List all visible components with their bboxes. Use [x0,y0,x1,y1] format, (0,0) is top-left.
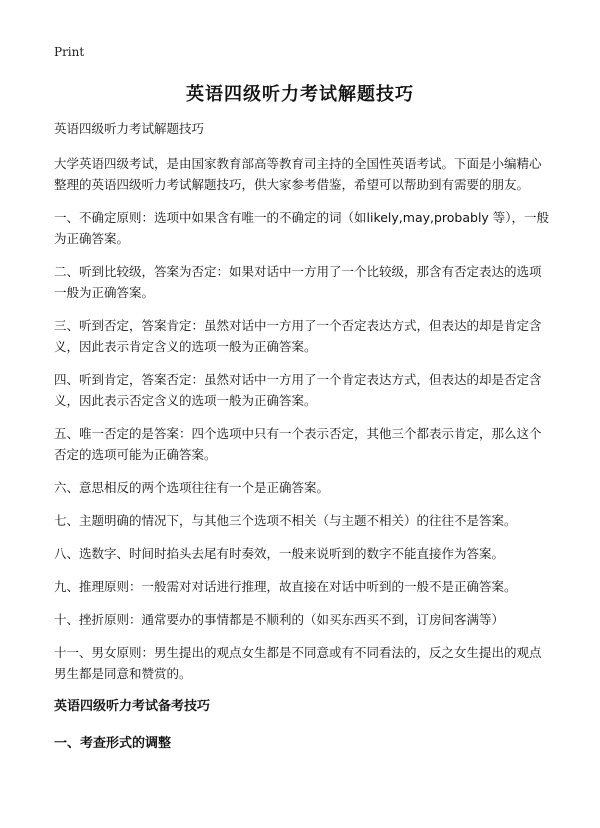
intro-paragraph: 大学英语四级考试，是由国家教育部高等教育司主持的全国性英语考试。下面是小编精心整理的英语四级听力考试解题技巧，供大家参考借鉴，希望可以帮助到有需要的朋友。 [54,156,542,192]
page-title: 英语四级听力考试解题技巧 [186,84,414,105]
print-link[interactable]: Print [54,45,85,59]
tip-paragraph: 十一、男女原则：男生提出的观点女生都是不同意或有不同看法的，反之女生提出的观点男生都是同意和赞赏的。 [54,645,542,681]
tip-paragraph: 十、挫折原则：通常要办的事情都是不顺利的（如买东西买不到，订房间客满等） [54,612,505,627]
article-body [54,118,550,770]
tip-paragraph: 三、听到否定，答案肯定：虽然对话中一方用了一个否定表达方式，但表达的却是肯定含义，因此表示肯定含义的选项一般为正确答案。 [54,318,542,354]
tip-paragraph: 二、听到比较级，答案为否定：如果对话中一方用了一个比较级，那含有否定表达的选项一般为正确答案。 [54,264,542,300]
section-subheading: 一、考查形式的调整 [54,736,172,751]
tip-paragraph: 八、选数字、时间时掐头去尾有时奏效，一般来说听到的数字不能直接作为答案。 [54,546,505,561]
tip-paragraph: 九、推理原则：一般需对对话进行推理，故直接在对话中听到的一般不是正确答案。 [54,579,517,594]
tip-paragraph: 一、不确定原则：选项中如果含有唯一的不确定的词（如likely,may,probably 等），一般为正确答案。 [54,210,550,246]
tip-paragraph: 五、唯一否定的是答案：四个选项中只有一个表示否定，其他三个都表示肯定，那么这个否定的选项可能为正确答案。 [54,426,542,462]
section-heading: 英语四级听力考试备考技巧 [54,699,211,714]
tip-paragraph: 七、主题明确的情况下，与其他三个选项不相关（与主题不相关）的往往不是答案。 [54,513,517,528]
article-subtitle: 英语四级听力考试解题技巧 [54,121,205,136]
tip-paragraph: 四、听到肯定，答案否定：虽然对话中一方用了一个肯定表达方式，但表达的却是否定含义，因此表示否定含义的选项一般为正确答案。 [54,372,542,408]
tip-paragraph: 六、意思相反的两个选项往往有一个是正确答案。 [54,480,330,495]
